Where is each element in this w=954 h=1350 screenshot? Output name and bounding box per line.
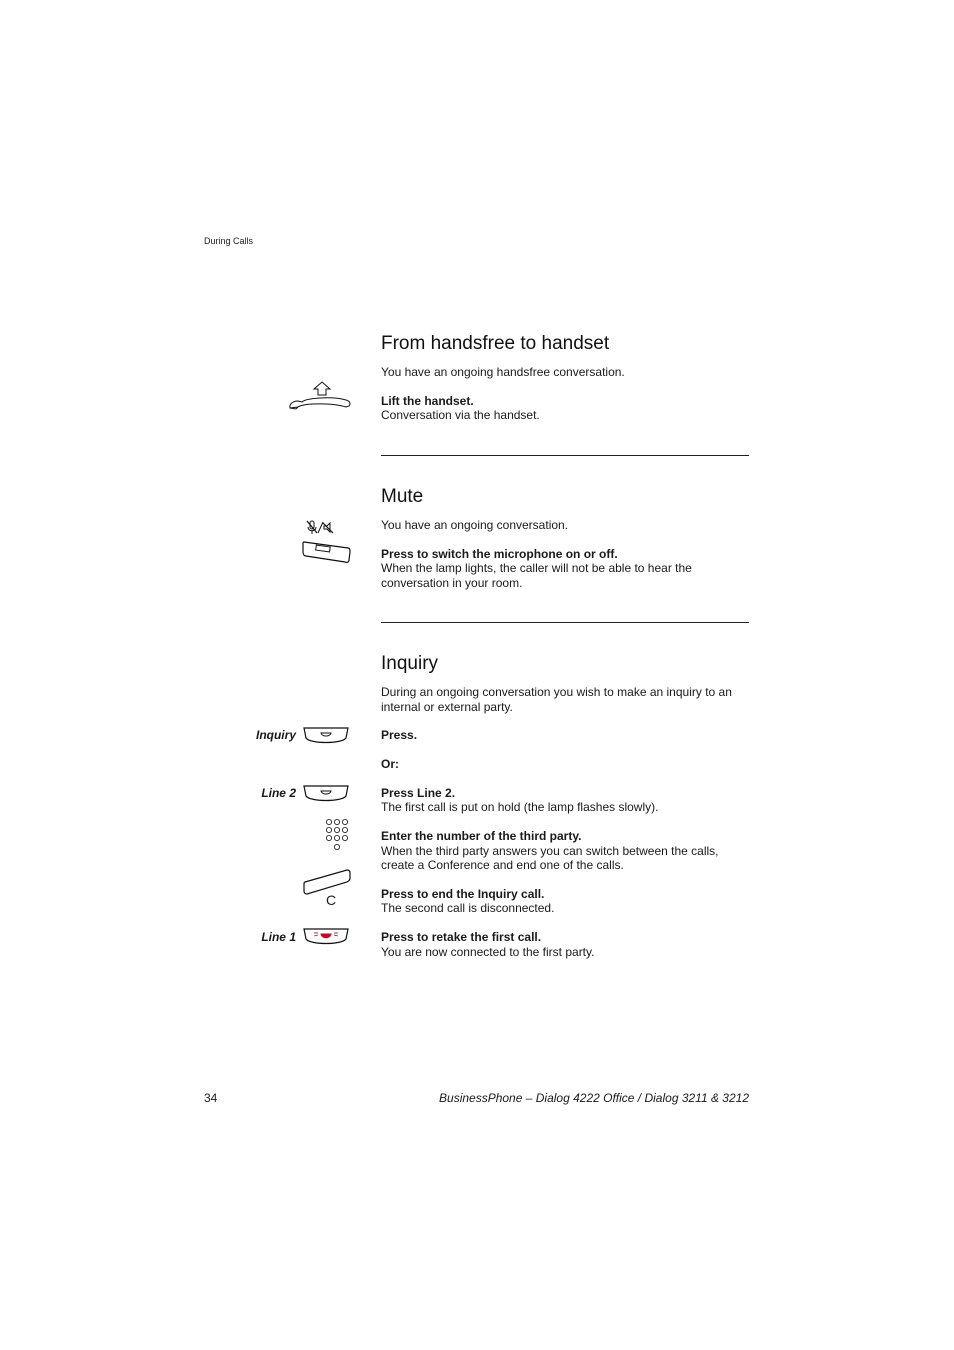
mute-detail-line-2: conversation in your room. xyxy=(381,576,523,590)
inquiry-key-icon[interactable] xyxy=(302,726,350,746)
clear-key-letter: C xyxy=(326,892,337,908)
handset-section-title: From handsfree to handset xyxy=(381,333,610,354)
handset-intro: You have an ongoing handsfree conversation. xyxy=(381,365,625,379)
footer-document-title: BusinessPhone – Dialog 4222 Office / Dialog 3211 & 3212 xyxy=(439,1091,749,1105)
lift-handset-icon xyxy=(286,380,352,412)
press-action: Press. xyxy=(381,728,418,742)
press-line2-action: Press Line 2. xyxy=(381,786,456,800)
inquiry-section-title: Inquiry xyxy=(381,653,439,674)
mute-detail-line-1: When the lamp lights, the caller will not be able to hear the xyxy=(381,561,692,575)
inquiry-intro-line-2: internal or external party. xyxy=(381,700,513,714)
mute-intro: You have an ongoing conversation. xyxy=(381,518,569,532)
enter-number-detail-line-1: When the third party answers you can switch between the calls, xyxy=(381,844,719,858)
inquiry-key-label: Inquiry xyxy=(255,728,296,742)
enter-number-detail-line-2: create a Conference and end one of the calls. xyxy=(381,858,624,872)
lift-handset-action: Lift the handset. xyxy=(381,394,474,408)
lift-handset-detail: Conversation via the handset. xyxy=(381,408,540,422)
retake-first-detail: You are now connected to the first party. xyxy=(381,945,595,959)
line2-key-icon[interactable] xyxy=(302,784,350,804)
section-divider xyxy=(381,622,749,623)
keypad-icon[interactable] xyxy=(324,817,352,853)
or-label: Or: xyxy=(381,757,399,771)
mute-section-title: Mute xyxy=(381,486,424,507)
line1-key-icon[interactable] xyxy=(302,927,350,947)
page-number: 34 xyxy=(204,1091,218,1105)
press-line2-detail: The first call is put on hold (the lamp flashes slowly). xyxy=(381,800,659,814)
mute-action: Press to switch the microphone on or off. xyxy=(381,547,618,561)
retake-first-action: Press to retake the first call. xyxy=(381,930,542,944)
line1-key-label: Line 1 xyxy=(261,930,296,944)
inquiry-intro-line-1: During an ongoing conversation you wish to make an inquiry to an xyxy=(381,685,732,699)
section-label: During Calls xyxy=(204,236,254,246)
mute-key-icon[interactable] xyxy=(300,518,352,566)
enter-number-action: Enter the number of the third party. xyxy=(381,829,582,843)
line2-key-label: Line 2 xyxy=(261,786,296,800)
section-divider xyxy=(381,455,749,456)
end-inquiry-detail: The second call is disconnected. xyxy=(381,901,555,915)
end-inquiry-action: Press to end the Inquiry call. xyxy=(381,887,545,901)
